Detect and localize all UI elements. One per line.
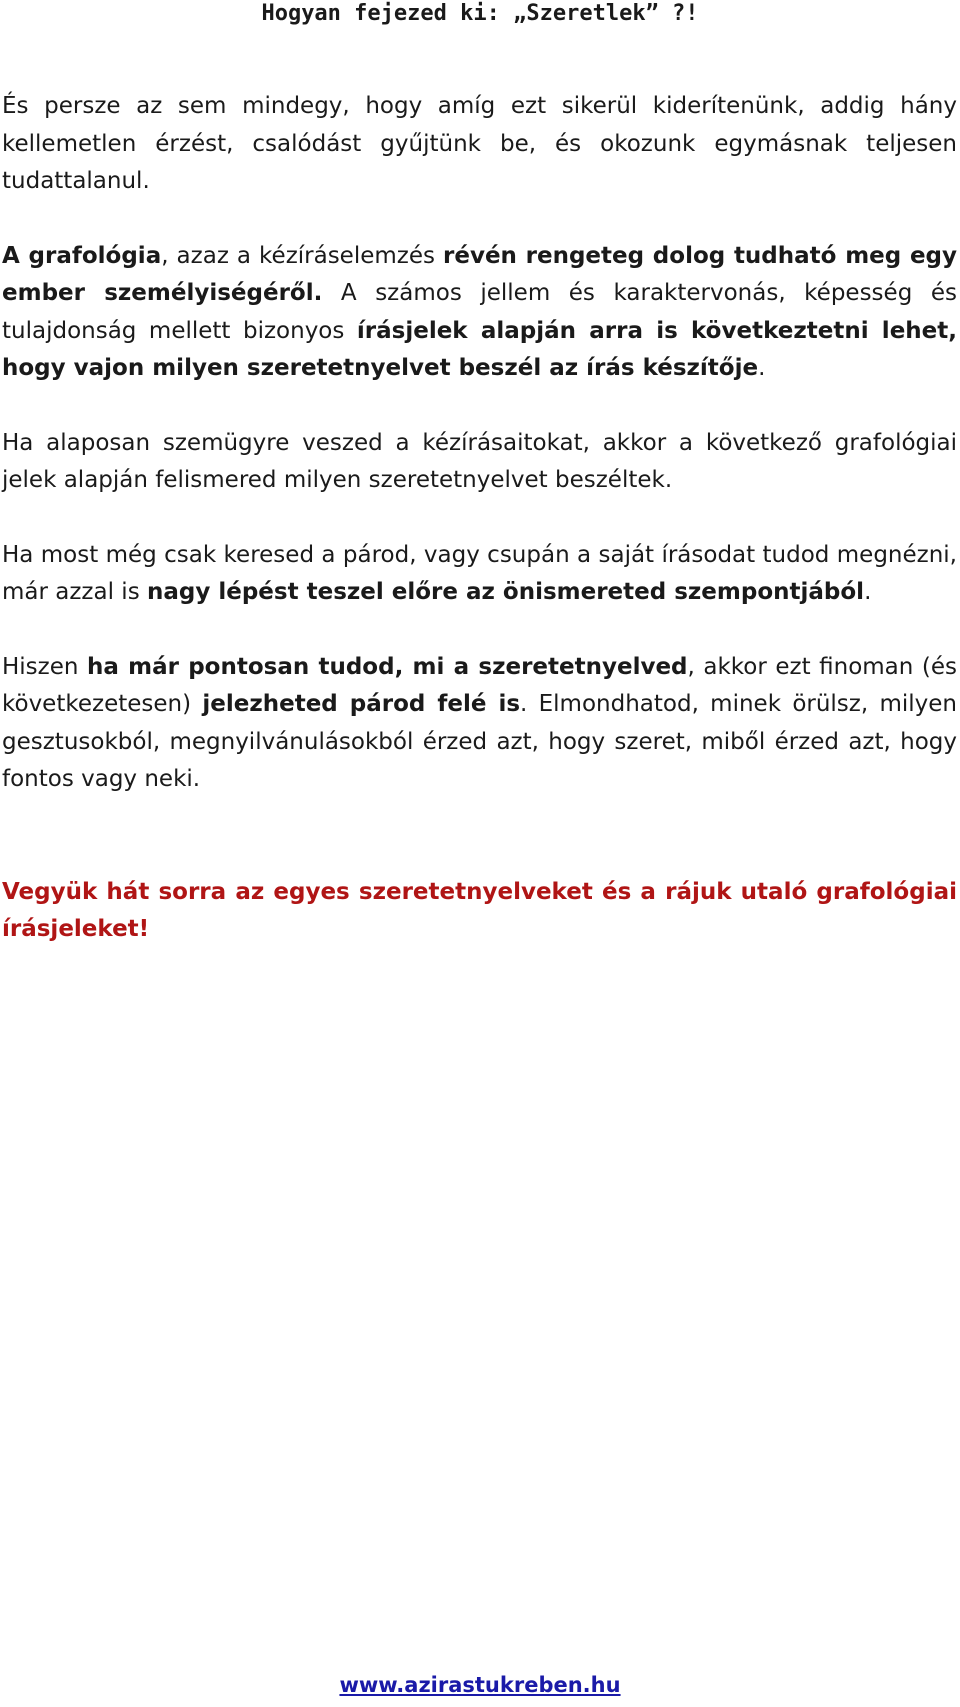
paragraph-text: . <box>864 579 872 605</box>
paragraph-text: És persze az sem mindegy, hogy amíg ezt sikerül kiderítenünk, addig hány kellemetlen érzést, csalódást gyűjtünk be, és okozunk egymásnak teljesen tudattalanul. <box>2 93 957 194</box>
paragraph-text: Hiszen <box>2 653 88 680</box>
paragraph-text: , azaz a kézíráselemzés <box>161 242 444 269</box>
paragraph-self-knowledge <box>2 537 957 612</box>
paragraph-graphology <box>2 238 957 388</box>
paragraph-text: Ha most még csak keresed a párod, vagy csupán a saját írásodat tudod megnézni, már azzal is <box>2 541 957 605</box>
paragraph-text: . <box>758 355 766 381</box>
bold-text: írásjelek alapján arra is következtetni lehet, hogy vajon milyen szeretetnyelvet beszél az írás készítője <box>2 317 957 381</box>
callout-red <box>2 874 957 949</box>
article-body <box>2 88 957 986</box>
bold-text: révén rengeteg dolog tudható meg egy ember személyiségéről. <box>2 242 957 306</box>
callout-text: Vegyük hát sorra az egyes szeretetnyelveket és a rájuk utaló grafológiai írásjeleket! <box>2 878 957 942</box>
page-footer <box>0 1672 960 1698</box>
paragraph-text: , akkor ezt finoman (és következetesen) <box>2 653 957 717</box>
website-link[interactable]: www.azirastukreben.hu <box>339 1673 621 1697</box>
page-header <box>0 0 960 28</box>
paragraph-intro <box>2 88 957 201</box>
paragraph-love-language <box>2 649 957 799</box>
paragraph-handwriting <box>2 425 957 500</box>
bold-text: A grafológia <box>2 242 162 269</box>
paragraph-text: A számos jellem és karaktervonás, képesség és tulajdonság mellett bizonyos <box>2 280 957 344</box>
paragraph-text: Ha alaposan szemügyre veszed a kézírásaitokat, akkor a következő grafológiai jelek alapján felismered milyen szeretetnyelvet beszéltek. <box>2 429 957 493</box>
bold-text: nagy lépést teszel előre az önismereted szempontjából <box>147 579 865 605</box>
bold-text: jelezheted párod felé is <box>202 691 521 717</box>
bold-text: ha már pontosan tudod, mi a szeretetnyelved <box>87 653 688 680</box>
page-title: Hogyan fejezed ki: „Szeretlek” ?! <box>261 1 699 26</box>
paragraph-text: . Elmondhatod, minek örülsz, milyen gesztusokból, megnyilvánulásokból érzed azt, hogy szeret, miből érzed azt, hogy fontos vagy neki. <box>2 691 957 792</box>
